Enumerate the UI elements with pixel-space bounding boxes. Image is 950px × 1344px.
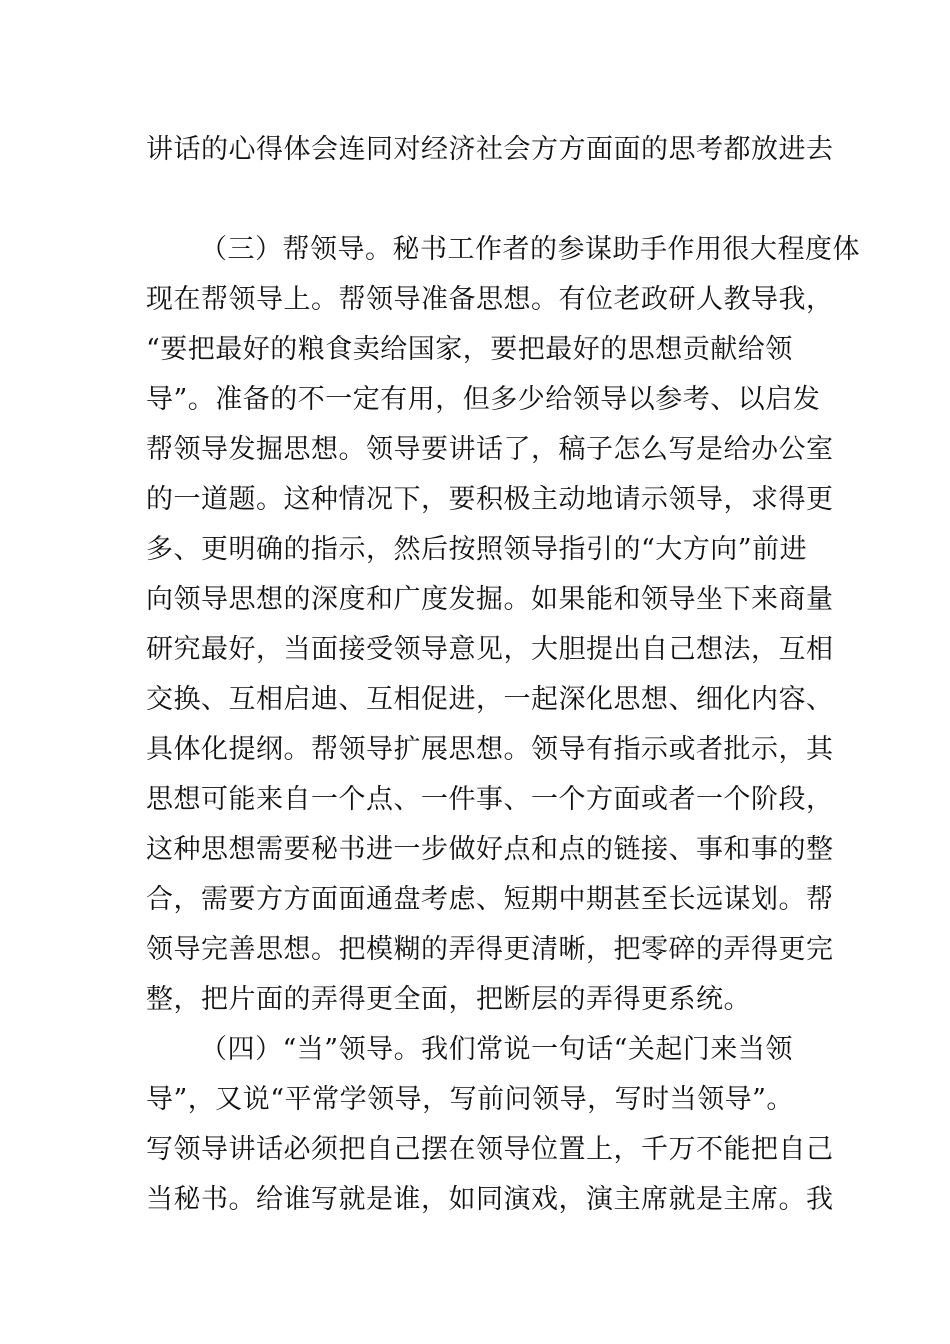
text-line: 领导完善思想。把模糊的弄得更清晰，把零碎的弄得更完 [146,934,834,965]
text-line: “要把最好的粮食卖给国家，要把最好的思想贡献给领 [146,334,793,365]
text-line: 写领导讲话必须把自己摆在领导位置上，千万不能把自己 [146,1134,834,1165]
text-line: 当秘书。给谁写就是谁，如同演戏，演主席就是主席。我 [146,1184,834,1215]
text-line: 向领导思想的深度和广度发掘。如果能和领导坐下来商量 [146,584,834,615]
text-line: 合，需要方方面面通盘考虑、短期中期甚至长远谋划。帮 [146,884,834,915]
text-line: 思想可能来自一个点、一件事、一个方面或者一个阶段， [146,784,834,815]
section-heading-3: （三）帮领导。秘书工作者的参谋助手作用很大程度体 [200,234,860,265]
text-line: 具体化提纲。帮领导扩展思想。领导有指示或者批示，其 [146,734,834,765]
text-line: 现在帮领导上。帮领导准备思想。有位老政研人教导我， [146,284,834,315]
section-heading-4: （四）“当”领导。我们常说一句话“关起门来当领 [200,1034,793,1065]
text-line: 研究最好，当面接受领导意见，大胆提出自己想法，互相 [146,634,834,665]
text-line: 导”。准备的不一定有用，但多少给领导以参考、以启发 [146,384,821,415]
text-line: 讲话的心得体会连同对经济社会方方面面的思考都放进去 [146,134,834,165]
text-line: 这种思想需要秘书进一步做好点和点的链接、事和事的整 [146,834,834,865]
text-line: 交换、互相启迪、互相促进，一起深化思想、细化内容、 [146,684,834,715]
text-line: 多、更明确的指示，然后按照领导指引的“大方向”前进 [146,534,808,565]
text-line: 的一道题。这种情况下，要积极主动地请示领导，求得更 [146,484,834,515]
text-line: 导”，又说“平常学领导，写前问领导，写时当领导”。 [146,1084,794,1115]
text-line: 帮领导发掘思想。领导要讲话了，稿子怎么写是给办公室 [146,434,834,465]
text-line: 整，把片面的弄得更全面，把断层的弄得更系统。 [146,984,751,1015]
